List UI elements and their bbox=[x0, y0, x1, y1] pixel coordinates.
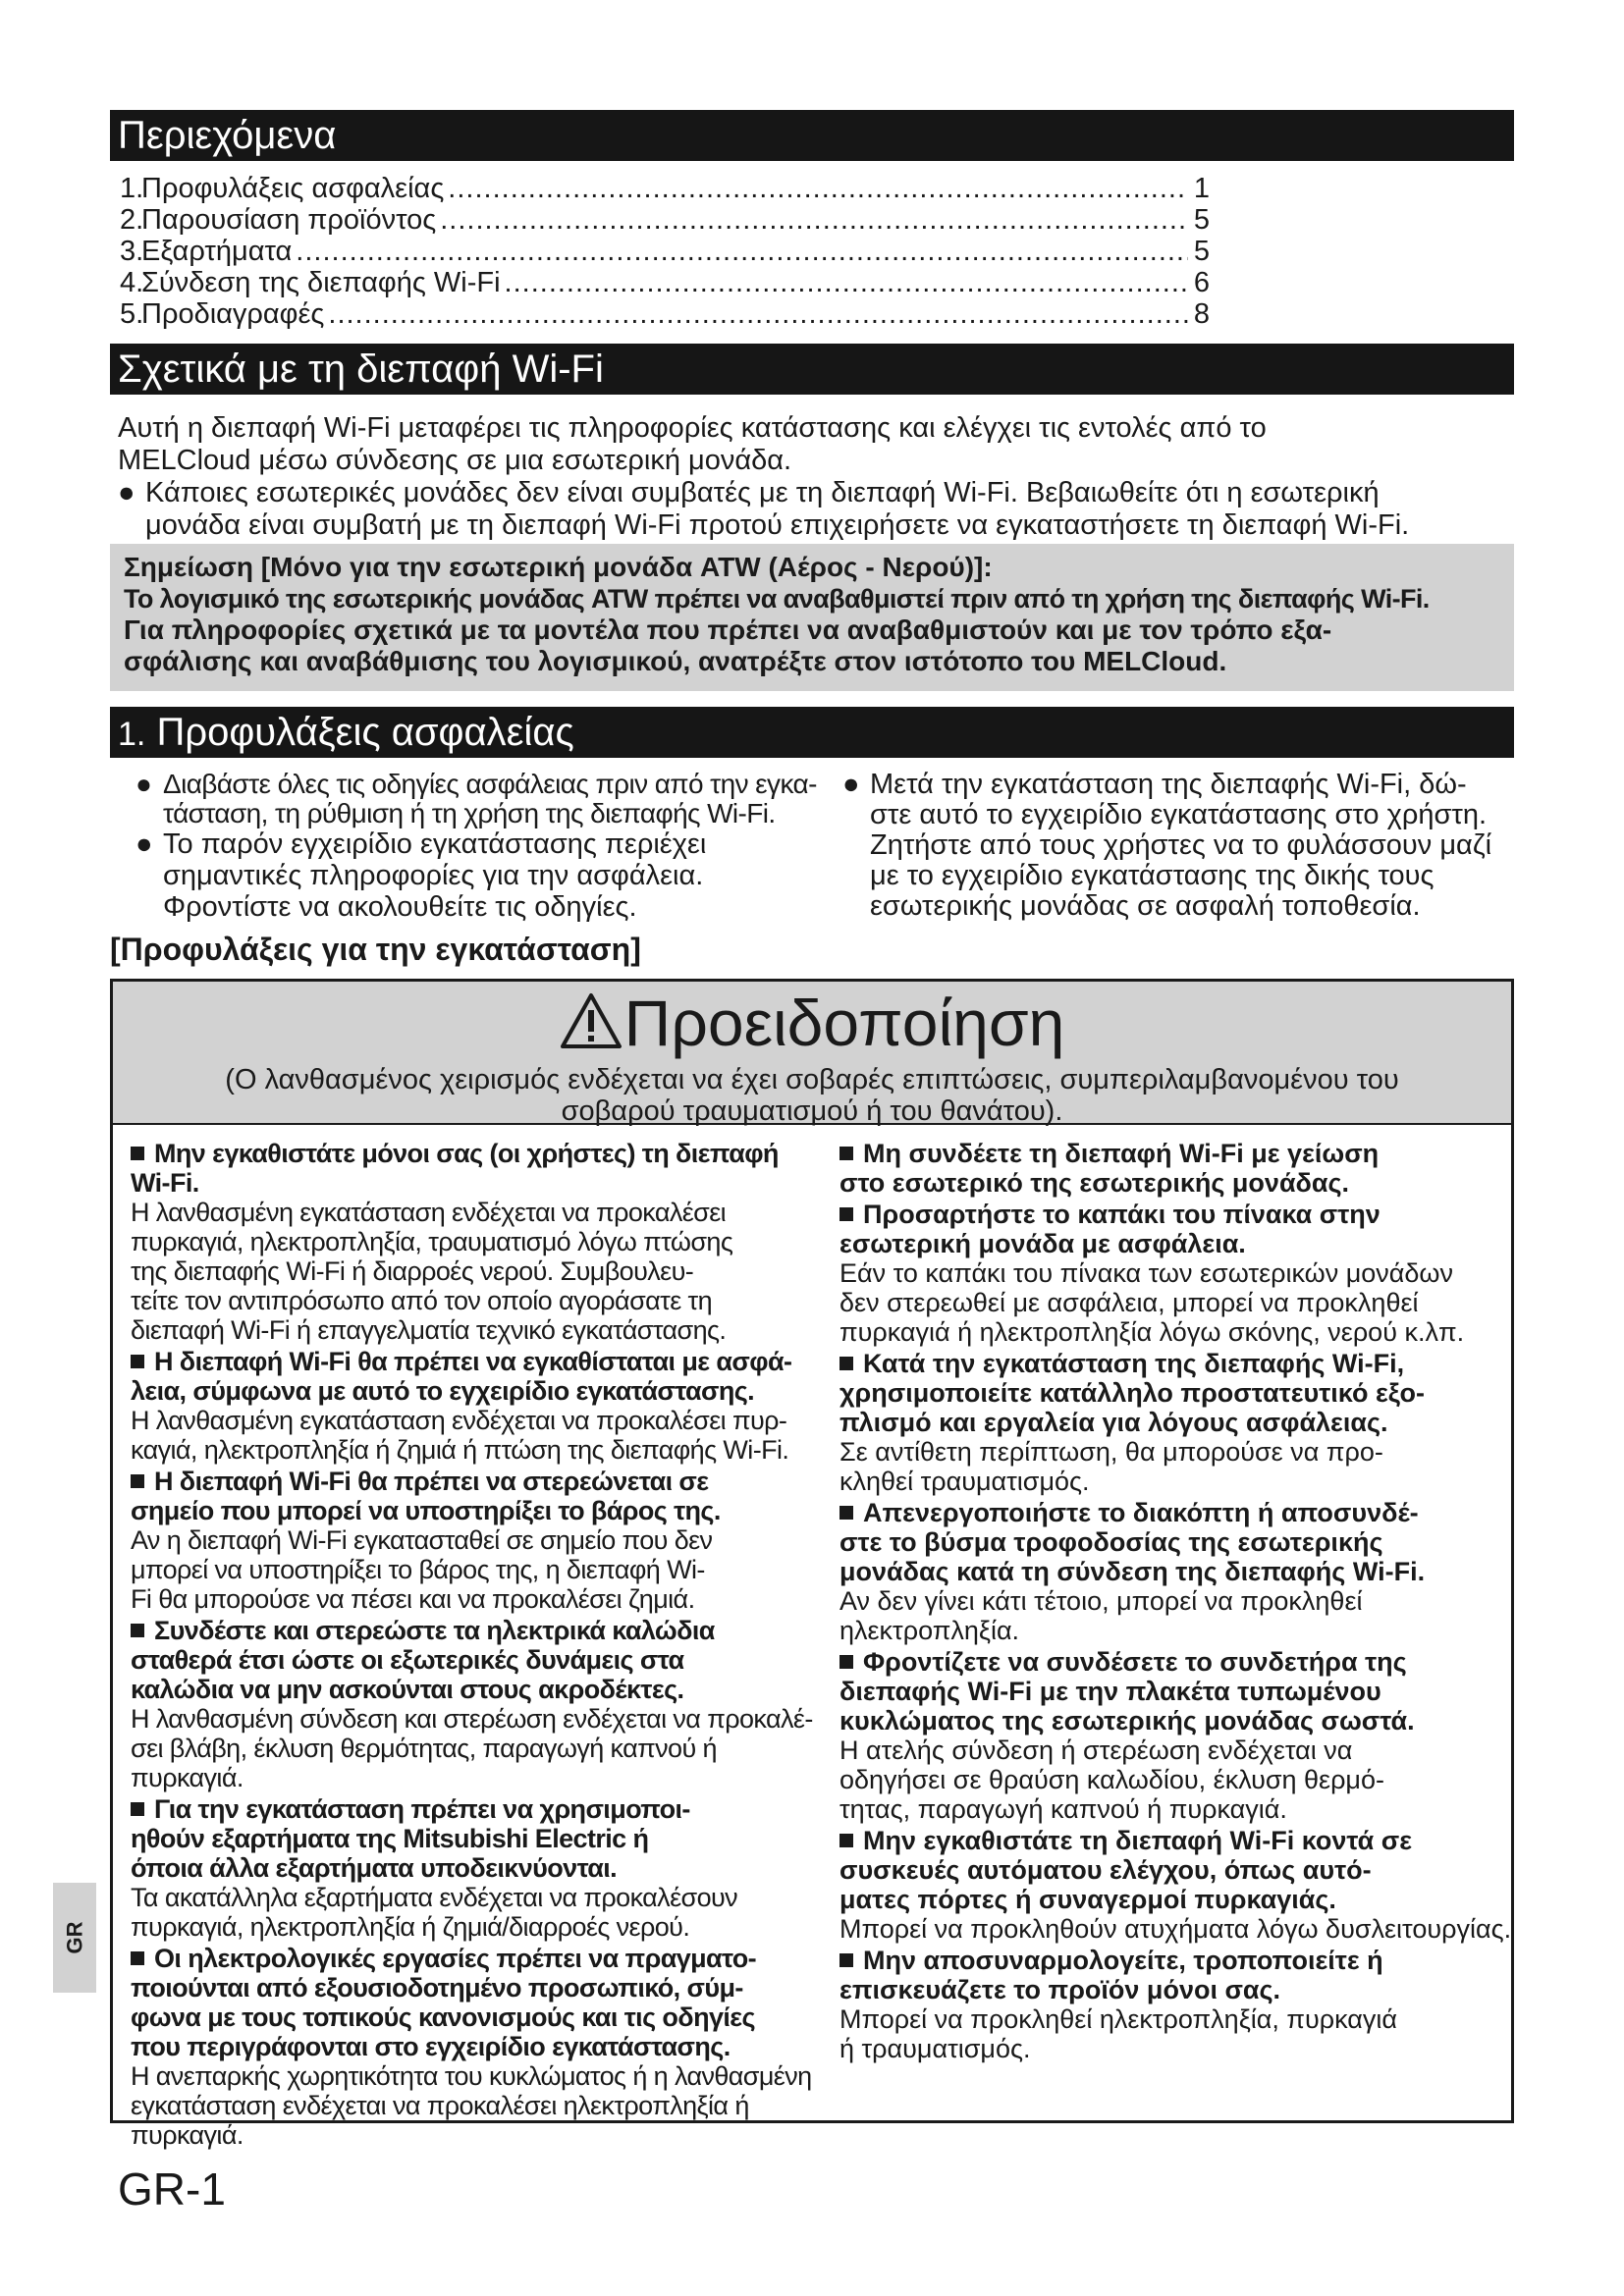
table-of-contents bbox=[120, 173, 1210, 330]
contents-title: Περιεχόμενα bbox=[118, 114, 337, 157]
warning-item-heading-line bbox=[839, 1557, 1517, 1586]
warning-item-heading: Η διεπαφή Wi-Fi θα πρέπει να εγκαθίσταται με ασφά- bbox=[154, 1347, 792, 1376]
toc-page-number: 5 bbox=[1193, 204, 1210, 236]
warning-item-heading: Προσαρτήστε το καπάκι του πίνακα στην bbox=[863, 1200, 1380, 1229]
safety-bullet bbox=[842, 770, 1520, 922]
warning-item-heading: Φροντίζετε να συνδέσετε το συνδετήρα της bbox=[863, 1647, 1407, 1677]
warning-item-heading: Μη συνδέετε τη διεπαφή Wi-Fi με γείωση bbox=[863, 1139, 1380, 1168]
square-bullet-icon bbox=[839, 1357, 853, 1370]
warning-item-text: καγιά, ηλεκτροπληξία ή ζημιά ή πτώση της διεπαφής Wi-Fi. bbox=[131, 1435, 789, 1465]
safety-title: Προφυλάξεις ασφαλείας bbox=[156, 711, 574, 754]
about-title: Σχετικά με τη διεπαφή Wi-Fi bbox=[118, 347, 604, 391]
warning-item-heading: ηθούν εξαρτήματα της Mitsubishi Electric ή bbox=[131, 1824, 649, 1853]
warning-item-heading-line bbox=[839, 1706, 1517, 1735]
toc-page-number: 8 bbox=[1193, 298, 1210, 330]
warning-item-heading: Μην εγκαθιστάτε τη διεπαφή Wi-Fi κοντά σε bbox=[863, 1826, 1413, 1855]
toc-row bbox=[120, 236, 1210, 267]
warning-item-heading-line bbox=[131, 2032, 818, 2061]
warning-left-column bbox=[131, 1139, 818, 2152]
square-bullet-icon bbox=[839, 1655, 853, 1669]
warning-item-heading: σημείο που μπορεί να υποστηρίξει το βάρος της. bbox=[131, 1496, 721, 1525]
contents-header bbox=[110, 110, 1514, 161]
warning-item-heading-line bbox=[131, 1139, 818, 1198]
square-bullet-icon bbox=[131, 1802, 144, 1816]
warning-item-text: Σε αντίθετη περίπτωση, θα μπορούσε να προ- bbox=[839, 1437, 1383, 1467]
warning-item-heading: Απενεργοποιήστε το διακόπτη ή αποσυνδέ- bbox=[863, 1498, 1419, 1527]
warning-item-text: δεν στερεωθεί με ασφάλεια, μπορεί να προκληθεί bbox=[839, 1288, 1419, 1317]
warning-item-text: Η ανεπαρκής χωρητικότητα του κυκλώματος ή η λανθασμένη bbox=[131, 2061, 812, 2091]
warning-item-heading-line bbox=[131, 1853, 818, 1883]
square-bullet-icon bbox=[131, 1951, 144, 1965]
warning-box bbox=[110, 979, 1514, 2150]
warning-item bbox=[839, 1200, 1517, 1347]
warning-item-text: εγκατάσταση ενδέχεται να προκαλέσει ηλεκτροπληξία ή πυρκαγιά. bbox=[131, 2091, 749, 2150]
bullet-icon: ● bbox=[135, 769, 152, 799]
square-bullet-icon bbox=[131, 1624, 144, 1637]
warning-title: Προειδοποίηση bbox=[623, 987, 1065, 1059]
square-bullet-icon bbox=[839, 1147, 853, 1160]
safety-bullet-line: με το εγχειρίδιο εγκατάστασης της δικής τους bbox=[870, 860, 1435, 891]
toc-title: Προφυλάξεις ασφαλείας bbox=[141, 173, 445, 204]
toc-number: 2. bbox=[120, 204, 144, 236]
warning-item-heading-line bbox=[839, 1946, 1517, 1975]
warning-item-text: Εάν το καπάκι του πίνακα των εσωτερικών μονάδων bbox=[839, 1258, 1454, 1288]
warning-subtitle bbox=[113, 1064, 1511, 1127]
warning-subtitle-line: σοβαρού τραυματισμού ή του θανάτου). bbox=[561, 1095, 1063, 1127]
warning-item-text: Μπορεί να προκληθούν ατυχήματα λόγω δυσλειτουργίας. bbox=[839, 1914, 1512, 1944]
about-header bbox=[110, 344, 1514, 395]
warning-item-heading-line bbox=[131, 1944, 818, 1973]
warning-item-text: Αν δεν γίνει κάτι τέτοιο, μπορεί να προκληθεί ηλεκτροπληξία. bbox=[839, 1586, 1363, 1645]
warning-item-text: Η λανθασμένη σύνδεση και στερέωση ενδέχεται να προκαλέ- bbox=[131, 1704, 813, 1734]
toc-leader-dots bbox=[448, 173, 1188, 204]
page-number: GR-1 bbox=[118, 2163, 226, 2215]
atw-note-line: Για πληροφορίες σχετικά με τα μοντέλα που πρέπει να αναβαθμιστούν και με τον τρόπο εξα- bbox=[124, 614, 1332, 645]
warning-item-heading: εσωτερική μονάδα με ασφάλεια. bbox=[839, 1229, 1246, 1258]
warning-item-heading: σταθερά έτσι ώστε οι εξωτερικές δυνάμεις στα bbox=[131, 1645, 684, 1675]
toc-title: Παρουσίαση προϊόντος bbox=[141, 204, 437, 236]
warning-item-heading-line bbox=[839, 1855, 1517, 1885]
warning-item-heading-line bbox=[839, 1139, 1517, 1168]
square-bullet-icon bbox=[131, 1355, 144, 1368]
warning-right-column bbox=[839, 1139, 1517, 2065]
warning-item-text: Fi θα μπορούσε να πέσει και να προκαλέσει ζημιά. bbox=[131, 1584, 695, 1614]
warning-item-text: Μπορεί να προκληθεί ηλεκτροπληξία, πυρκαγιά bbox=[839, 2004, 1398, 2034]
toc-number: 3. bbox=[120, 236, 144, 267]
square-bullet-icon bbox=[131, 1147, 144, 1160]
toc-number: 5. bbox=[120, 298, 144, 330]
about-bullet-line: μονάδα είναι συμβατή με τη διεπαφή Wi-Fi προτού επιχειρήσετε να εγκαταστήσετε τη διεπαφή Wi-Fi. bbox=[145, 509, 1410, 541]
safety-bullet-line: στε αυτό το εγχειρίδιο εγκατάστασης στο χρήστη. bbox=[870, 799, 1488, 830]
warning-item-heading-line bbox=[131, 1376, 818, 1406]
warning-item-heading-line bbox=[131, 1675, 818, 1704]
square-bullet-icon bbox=[131, 1474, 144, 1488]
bullet-icon: ● bbox=[842, 769, 860, 800]
toc-leader-dots bbox=[296, 236, 1188, 267]
warning-item-text: Η λανθασμένη εγκατάσταση ενδέχεται να προκαλέσει πυρ- bbox=[131, 1406, 787, 1435]
safety-bullet-line: Φροντίστε να ακολουθείτε τις οδηγίες. bbox=[163, 891, 637, 923]
warning-item-heading: Μην αποσυναρμολογείτε, τροποποιείτε ή bbox=[863, 1946, 1383, 1975]
warning-item-heading-line bbox=[131, 1973, 818, 2002]
warning-item-heading-line bbox=[131, 2002, 818, 2032]
toc-row bbox=[120, 173, 1210, 204]
warning-item-heading-line bbox=[839, 1408, 1517, 1437]
warning-subtitle-line: (Ο λανθασμένος χειρισμός ενδέχεται να έχει σοβαρές επιπτώσεις, συμπεριλαμβανομένου του bbox=[225, 1064, 1399, 1095]
warning-item-heading: όποια άλλα εξαρτήματα υποδεικνύονται. bbox=[131, 1853, 618, 1883]
warning-item-heading-line bbox=[839, 1378, 1517, 1408]
warning-item-heading-line bbox=[131, 1467, 818, 1496]
toc-title: Σύνδεση της διεπαφής Wi-Fi bbox=[141, 267, 501, 298]
warning-item-text: τείτε τον αντιπρόσωπο από τον οποίο αγοράσατε τη bbox=[131, 1286, 713, 1315]
square-bullet-icon bbox=[839, 1834, 853, 1847]
bullet-icon: ● bbox=[118, 477, 135, 508]
warning-item-text: Τα ακατάλληλα εξαρτήματα ενδέχεται να προκαλέσουν bbox=[131, 1883, 738, 1912]
warning-item-heading-line bbox=[839, 1498, 1517, 1527]
warning-item bbox=[839, 1826, 1517, 1944]
warning-item-text: της διεπαφής Wi-Fi ή διαρροές νερού. Συμβουλευ- bbox=[131, 1256, 694, 1286]
warning-item-text: διεπαφή Wi-Fi ή επαγγελματία τεχνικό εγκατάστασης. bbox=[131, 1315, 727, 1345]
warning-title-row bbox=[113, 986, 1511, 1064]
warning-item-heading-line bbox=[839, 1200, 1517, 1229]
warning-item-heading: πλισμό και εργαλεία για λόγους ασφάλειας. bbox=[839, 1408, 1388, 1437]
warning-item bbox=[839, 1647, 1517, 1824]
bullet-icon: ● bbox=[135, 828, 153, 860]
warning-item-text: σει βλάβη, έκλυση θερμότητας, παραγωγή καπνού ή πυρκαγιά. bbox=[131, 1734, 717, 1792]
toc-page-number: 1 bbox=[1193, 173, 1210, 204]
about-bullet-line: Κάποιες εσωτερικές μονάδες δεν είναι συμβατές με τη διεπαφή Wi-Fi. Βεβαιωθείτε ότι η εσωτερική bbox=[145, 477, 1380, 508]
about-bullet bbox=[118, 477, 1512, 542]
atw-note-line: σφάλισης και αναβάθμισης του λογισμικού, ανατρέξτε στον ιστότοπο του MELCloud. bbox=[124, 646, 1227, 676]
warning-item-heading: συσκευές αυτόματου ελέγχου, όπως αυτό- bbox=[839, 1855, 1372, 1885]
square-bullet-icon bbox=[839, 1207, 853, 1221]
install-precautions-heading: [Προφυλάξεις για την εγκατάσταση] bbox=[110, 932, 641, 967]
safety-number: 1. bbox=[118, 716, 146, 753]
toc-row bbox=[120, 204, 1210, 236]
warning-item-heading-line bbox=[839, 1885, 1517, 1914]
square-bullet-icon bbox=[839, 1953, 853, 1967]
safety-bullet-line: τάσταση, τη ρύθμιση ή τη χρήση της διεπαφής Wi-Fi. bbox=[163, 798, 776, 828]
warning-item-text: πυρκαγιά ή ηλεκτροπληξία λόγω σκόνης, νερού κ.λπ. bbox=[839, 1317, 1465, 1347]
warning-item bbox=[839, 1498, 1517, 1645]
toc-leader-dots bbox=[440, 204, 1188, 236]
warning-item-text: κληθεί τραυματισμός. bbox=[839, 1467, 1090, 1496]
warning-triangle-icon bbox=[560, 989, 623, 1064]
toc-leader-dots bbox=[328, 298, 1188, 330]
warning-item bbox=[131, 1944, 818, 2150]
warning-item-text: ή τραυματισμός. bbox=[839, 2034, 1031, 2063]
warning-item-heading-line bbox=[131, 1496, 818, 1525]
warning-item bbox=[131, 1139, 818, 1345]
toc-title: Εξαρτήματα bbox=[141, 236, 293, 267]
safety-bullet-line: Μετά την εγκατάσταση της διεπαφής Wi-Fi, δώ- bbox=[870, 769, 1467, 800]
safety-bullet-line: εσωτερικής μονάδας σε ασφαλή τοποθεσία. bbox=[870, 890, 1421, 922]
warning-item-text: μπορεί να υποστηρίξει το βάρος της, η διεπαφή Wi- bbox=[131, 1555, 705, 1584]
warning-item-heading-line bbox=[839, 1677, 1517, 1706]
warning-header bbox=[113, 982, 1511, 1125]
warning-item bbox=[839, 1139, 1517, 1198]
warning-item-heading-line bbox=[839, 1229, 1517, 1258]
warning-item-heading-line bbox=[839, 1349, 1517, 1378]
warning-item-text: πυρκαγιά, ηλεκτροπληξία, τραυματισμό λόγω πτώσης bbox=[131, 1227, 733, 1256]
warning-item-heading-line bbox=[839, 1647, 1517, 1677]
about-text-line: MELCloud μέσω σύνδεσης σε μια εσωτερική μονάδα. bbox=[118, 445, 792, 476]
warning-item bbox=[839, 1946, 1517, 2063]
toc-row bbox=[120, 298, 1210, 330]
square-bullet-icon bbox=[839, 1506, 853, 1520]
warning-item-heading-line bbox=[839, 1168, 1517, 1198]
warning-item-heading: Κατά την εγκατάσταση της διεπαφής Wi-Fi, bbox=[863, 1349, 1405, 1378]
warning-item-heading-line bbox=[131, 1616, 818, 1645]
safety-bullet-line: Ζητήστε από τους χρήστες να το φυλάσσουν μαζί bbox=[870, 829, 1492, 861]
warning-item-heading: στε το βύσμα τροφοδοσίας της εσωτερικής bbox=[839, 1527, 1383, 1557]
warning-item-text: Αν η διεπαφή Wi-Fi εγκατασταθεί σε σημείο που δεν bbox=[131, 1525, 713, 1555]
toc-page-number: 5 bbox=[1193, 236, 1210, 267]
warning-item-heading: Η διεπαφή Wi-Fi θα πρέπει να στερεώνεται σε bbox=[154, 1467, 709, 1496]
toc-leader-dots bbox=[505, 267, 1188, 298]
warning-item-heading-line bbox=[131, 1824, 818, 1853]
safety-left-column bbox=[135, 770, 842, 923]
warning-item-heading: Συνδέστε και στερεώστε τα ηλεκτρικά καλώδια bbox=[154, 1616, 715, 1645]
warning-item-heading: μονάδας κατά τη σύνδεση της διεπαφής Wi-Fi. bbox=[839, 1557, 1426, 1586]
warning-item-heading: διεπαφής Wi-Fi με την πλακέτα τυπωμένου bbox=[839, 1677, 1381, 1706]
language-side-tab bbox=[53, 1883, 96, 1993]
warning-item-text: τητας, παραγωγή καπνού ή πυρκαγιά. bbox=[839, 1794, 1287, 1824]
warning-item-heading-line bbox=[131, 1347, 818, 1376]
warning-item-heading-line bbox=[131, 1794, 818, 1824]
toc-title: Προδιαγραφές bbox=[141, 298, 325, 330]
warning-item-heading: ματες πόρτες ή συναγερμοί πυρκαγιάς. bbox=[839, 1885, 1336, 1914]
language-tab-label: GR bbox=[62, 1921, 86, 1954]
warning-item-heading: χρησιμοποιείτε κατάλληλο προστατευτικό εξο- bbox=[839, 1378, 1425, 1408]
warning-item bbox=[839, 1349, 1517, 1496]
about-paragraph bbox=[118, 412, 1512, 542]
toc-row bbox=[120, 267, 1210, 298]
warning-item-heading-line bbox=[839, 1527, 1517, 1557]
about-text-line: Αυτή η διεπαφή Wi-Fi μεταφέρει τις πληροφορίες κατάστασης και ελέγχει τις εντολές από το bbox=[118, 412, 1267, 444]
toc-page-number: 6 bbox=[1193, 267, 1210, 298]
warning-item-heading: Για την εγκατάσταση πρέπει να χρησιμοποι- bbox=[154, 1794, 690, 1824]
atw-note-heading: Σημείωση [Μόνο για την εσωτερική μονάδα ATW (Αέρος - Νερού)]: bbox=[124, 552, 993, 582]
safety-header bbox=[110, 707, 1514, 758]
warning-item-heading: στο εσωτερικό της εσωτερικής μονάδας. bbox=[839, 1168, 1350, 1198]
warning-item bbox=[131, 1347, 818, 1465]
warning-item bbox=[131, 1794, 818, 1942]
warning-item-heading: ποιούνται από εξουσιοδοτημένο προσωπικό, σύμ- bbox=[131, 1973, 743, 2002]
safety-bullet-line: Διαβάστε όλες τις οδηγίες ασφάλειας πριν από την εγκα- bbox=[163, 769, 817, 799]
warning-item-heading: κυκλώματος της εσωτερικής μονάδας σωστά. bbox=[839, 1706, 1415, 1735]
warning-item-heading: Μην εγκαθιστάτε μόνοι σας (οι χρήστες) τη διεπαφή Wi-Fi. bbox=[131, 1139, 779, 1198]
toc-number: 4. bbox=[120, 267, 144, 298]
warning-item-heading: Οι ηλεκτρολογικές εργασίες πρέπει να πραγματο- bbox=[154, 1944, 757, 1973]
warning-item-text: Η ατελής σύνδεση ή στερέωση ενδέχεται να bbox=[839, 1735, 1353, 1765]
warning-item-heading: επισκευάζετε το προϊόν μόνοι σας. bbox=[839, 1975, 1281, 2004]
warning-item-heading: λεια, σύμφωνα με αυτό το εγχειρίδιο εγκατάστασης. bbox=[131, 1376, 755, 1406]
warning-item-heading-line bbox=[839, 1975, 1517, 2004]
toc-number: 1. bbox=[120, 173, 144, 204]
safety-bullet bbox=[135, 828, 842, 923]
warning-item bbox=[131, 1616, 818, 1792]
warning-item bbox=[131, 1467, 818, 1614]
safety-right-column bbox=[842, 770, 1520, 922]
warning-item-heading-line bbox=[131, 1645, 818, 1675]
atw-note-line: Το λογισμικό της εσωτερικής μονάδας ATW πρέπει να αναβαθμιστεί πριν από τη χρήση της διεπαφής Wi-Fi. bbox=[124, 584, 1430, 614]
warning-item-heading: που περιγράφονται στο εγχειρίδιο εγκατάστασης. bbox=[131, 2032, 731, 2061]
warning-item-heading-line bbox=[839, 1826, 1517, 1855]
safety-bullet bbox=[135, 770, 842, 828]
warning-item-text: Η λανθασμένη εγκατάσταση ενδέχεται να προκαλέσει bbox=[131, 1198, 727, 1227]
warning-item-heading: φωνα με τους τοπικούς κανονισμούς και τις οδηγίες bbox=[131, 2002, 755, 2032]
safety-bullet-line: Το παρόν εγχειρίδιο εγκατάστασης περιέχει bbox=[163, 828, 707, 860]
warning-item-heading: καλώδια να μην ασκούνται στους ακροδέκτες. bbox=[131, 1675, 684, 1704]
warning-item-text: πυρκαγιά, ηλεκτροπληξία ή ζημιά/διαρροές νερού. bbox=[131, 1912, 690, 1942]
safety-bullet-line: σημαντικές πληροφορίες για την ασφάλεια. bbox=[163, 860, 704, 891]
warning-item-text: οδηγήσει σε θραύση καλωδίου, έκλυση θερμό- bbox=[839, 1765, 1384, 1794]
atw-note-box bbox=[110, 544, 1514, 691]
